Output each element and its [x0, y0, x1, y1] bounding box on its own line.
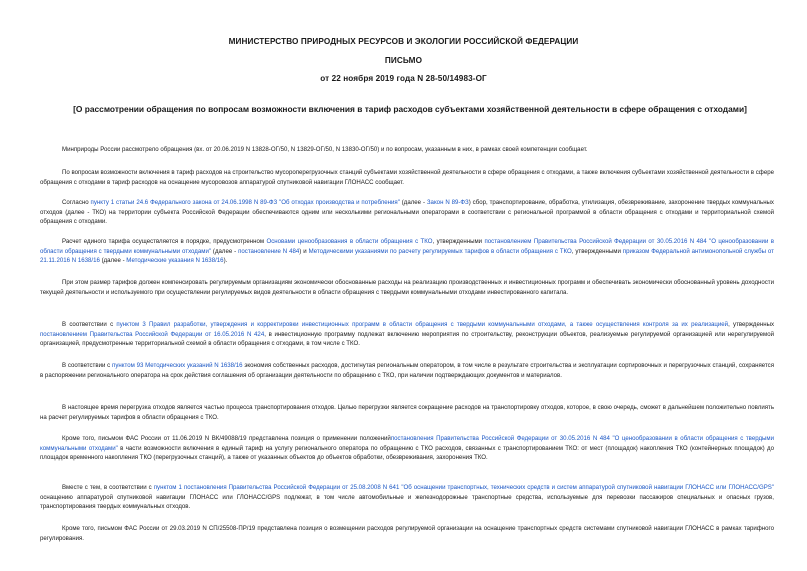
- paragraph-text: Кроме того, письмом ФАС России от 29.03.2019 N СП/25508-ПР/19 представлена позиция о возмещении расходов регулируемой организации на оснащение транспортных средств системами спутниковой навигации ГЛОНАСС в рамках тарифного регулирования.: [40, 525, 774, 542]
- paragraph-text: экономия собственных расходов, достигнутая региональным оператором, в том числе в результате строительства и эксплуатации сортировочных и перегрузочных станций, сохраняется в распоряжении регионального оператора на срок действия соглашения об организации деятельности по обращению с ТКО, при наличии подтверждающих документов и материалов.: [40, 362, 774, 379]
- paragraph-text: В соответствии с: [62, 321, 117, 328]
- paragraph-text: , утвержденными: [571, 247, 623, 255]
- document-link[interactable]: Основами ценообразования в области обращения с ТКО: [266, 238, 433, 245]
- paragraph-text: При этом размер тарифов должен компенсировать регулируемым организациям экономически обоснованные расходы на реализацию производственных и инвестиционных программ и обеспечивать экономически обоснованный уровень доходности текущей деятельности и используемого при осуществлении регулируемых видов деятельности в области обращения с твердыми коммунальными отходами инвестированного капитала.: [40, 279, 774, 296]
- paragraph-text: (далее -: [399, 199, 427, 206]
- paragraph-text: , утвержденных: [728, 321, 775, 328]
- paragraph-text: Вместе с тем, в соответствии с: [62, 484, 154, 491]
- paragraph-text: (далее -: [211, 247, 239, 255]
- document-link[interactable]: постановление N 484: [238, 247, 300, 255]
- paragraph-text: Расчет единого тарифа осуществляется в порядке, предусмотренном: [62, 238, 267, 245]
- paragraph-text: оснащению аппаратурой спутниковой навигации ГЛОНАСС или ГЛОНАСС/GPS подлежат, в том числе автомобильные и железнодорожные транспортные средства, используемые для перевозки пассажиров специальных и опасных грузов, транспортирования твердых коммунальных отходов.: [40, 493, 774, 510]
- document-link[interactable]: пункту 1 статьи 24.6 Федерального закона от 24.06.1998 N 89-ФЗ "Об отходах производства и потребления": [90, 199, 400, 206]
- paragraph-text: ).: [223, 257, 228, 264]
- paragraph-text: в части возможности включения в единый тариф на услугу регионального оператора по обращению с ТКО расходов, связанных с транспортированием ТКО: от мест (площадок) накопления ТКО (контейнерных площадок) до площадок временного накопления ТКО (перегрузочных станций), а также от указанных объектов до объектов обработки, обезвреживания, захоронения ТКО.: [40, 444, 774, 461]
- document-link[interactable]: приказом Федеральной антимонопольной службы от 21.11.2016 N 1638/16: [40, 247, 774, 264]
- document-subject: [О рассмотрении обращения по вопросам возможности включения в тариф расходов субъектами хозяйственной деятельности в сфере обращения с отходами]: [73, 104, 747, 114]
- paragraph-text: В настоящее время перегрузка отходов является частью процесса транспортирования отходов. Целью перегрузки является сокращение расходов на транспортировку отходов, которое, в свою очередь, сможет в дальнейшем положительно повлиять на расчет регулируемых тарифов в области обращения с ТКО.: [40, 404, 774, 421]
- document-link[interactable]: Методическими указаниями по расчету регулируемых тарифов в области обращения с ТКО: [308, 247, 572, 255]
- document-link[interactable]: постановления Правительства Российской Федерации от 30.05.2016 N 484 "О ценообразовании в области обращения с твердыми коммунальными отходами": [40, 435, 774, 452]
- ministry-title: МИНИСТЕРСТВО ПРИРОДНЫХ РЕСУРСОВ И ЭКОЛОГИИ РОССИЙСКОЙ ФЕДЕРАЦИИ: [228, 37, 579, 46]
- document-link[interactable]: пунктом 1 постановления Правительства Российской Федерации от 25.08.2008 N 641 "Об оснащении транспортных, технических средств и систем аппаратурой спутниковой навигации ГЛОНАСС или ГЛОНАСС/GPS": [153, 484, 774, 491]
- paragraph: [40, 403, 774, 422]
- paragraph: [40, 361, 774, 380]
- paragraph: [40, 320, 774, 349]
- paragraph: [40, 524, 774, 543]
- paragraph-text: Кроме того, письмом ФАС России от 11.06.2019 N ВК/49088/19 представлена позиция о применении положений: [62, 435, 391, 442]
- paragraph-text: ) и: [299, 247, 309, 255]
- paragraph: [40, 483, 774, 512]
- document-link[interactable]: Закон N 89-ФЗ: [426, 199, 469, 206]
- paragraph: [40, 434, 774, 463]
- paragraph-text: , утвержденными: [432, 238, 485, 245]
- document-type: ПИСЬМО: [384, 56, 423, 65]
- paragraph: [40, 168, 774, 187]
- paragraph-text: В соответствии с: [62, 362, 113, 369]
- paragraph-text: Минприроды России рассмотрело обращения (вх. от 20.06.2019 N 13828-ОГ/50, N 13829-ОГ/50, N 13830-ОГ/50) и по вопросам, указанным в них, в рамках своей компетенции сообщает.: [62, 146, 588, 153]
- paragraph-text: (далее -: [99, 257, 127, 264]
- paragraph-text: , в инвестиционную программу подлежат включению мероприятия по строительству, реконструкции объектов, реализуемые регулируемой организацией или нерегулируемой организацией, предусмотренные территориальной схемой в области обращения с отходами, в том числе с ТКО.: [40, 330, 774, 347]
- document-link[interactable]: постановлением Правительства Российской Федерации от 16.05.2016 N 424: [40, 330, 265, 338]
- paragraph: [40, 145, 774, 155]
- document-link[interactable]: постановлением Правительства Российской Федерации от 30.05.2016 N 484 "О ценообразовании в области обращения с твердыми коммунальными отходами": [40, 238, 774, 255]
- document-link[interactable]: пунктом 3 Правил разработки, утверждения и корректировки инвестиционных программ в области обращения с твердыми коммунальными отходами, а также осуществления контроля за их реализацией: [116, 321, 729, 328]
- paragraph: [40, 237, 774, 266]
- document-link[interactable]: пунктом 93 Методических указаний N 1638/16: [112, 362, 243, 369]
- paragraph-text: Согласно: [62, 199, 91, 206]
- paragraph: [40, 198, 774, 227]
- document-link[interactable]: Методические указания N 1638/16: [126, 257, 224, 264]
- paragraph-text: ) сбор, транспортирование, обработка, утилизация, обезвреживание, захоронение твердых коммунальных отходов (далее - ТКО) на территории субъекта Российской Федерации обеспечиваются одним или несколькими региональными операторами в соответствии с региональной программой в области обращения с отходами и территориальной схемой обращения с отходами.: [40, 199, 774, 225]
- paragraph-text: По вопросам возможности включения в тариф расходов на строительство мусороперегрузочных станций субъектами хозяйственной деятельности в сфере обращения с отходами, а также включения субъектами хозяйственной деятельности в сфере обращения с отходами в тариф расходов на оснащение мусоровозов аппаратурой спутниковой навигации ГЛОНАСС сообщает.: [40, 169, 774, 186]
- paragraph: [40, 278, 774, 297]
- document-date-number: от 22 ноября 2019 года N 28-50/14983-ОГ: [320, 74, 487, 83]
